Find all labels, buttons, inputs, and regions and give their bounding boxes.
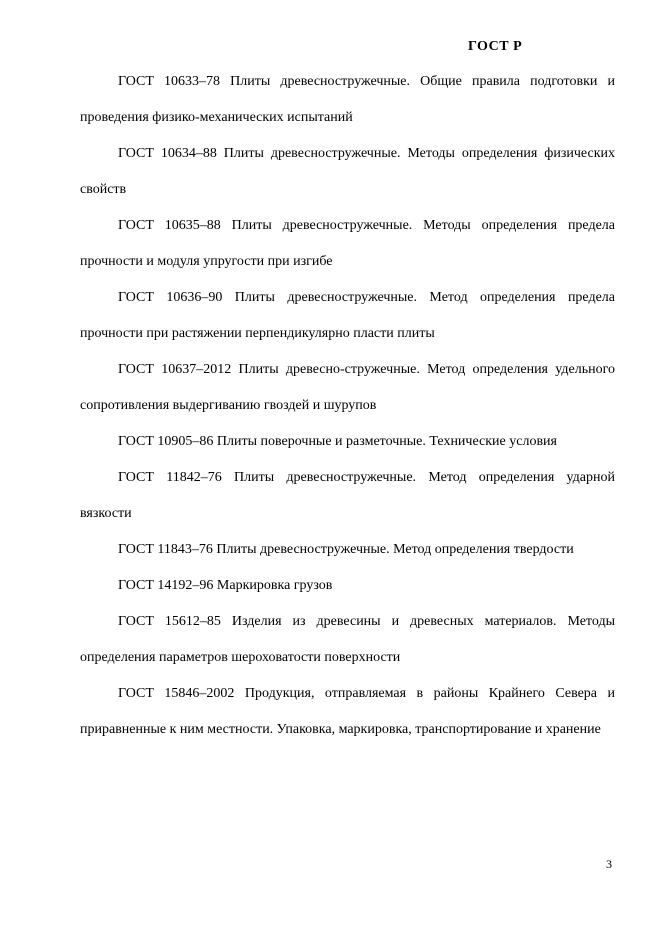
reference-item: ГОСТ 11843–76 Плиты древесностружечные. Метод определения твердости [118,542,574,557]
reference-item: ГОСТ 15612–85 Изделия из древесины и древесных материалов. Методы определения параметров шероховатости поверхности [80,614,615,665]
reference-item: ГОСТ 10633–78 Плиты древесностружечные. Общие правила подготовки и проведения физико-механических испытаний [80,74,615,125]
reference-item: ГОСТ 14192–96 Маркировка грузов [118,578,333,593]
reference-item: ГОСТ 10637–2012 Плиты древесно-стружечные. Метод определения удельного сопротивления выдергиванию гвоздей и шурупов [80,362,615,413]
reference-item: ГОСТ 10636–90 Плиты древесностружечные. Метод определения предела прочности при растяжении перпендикулярно пласти плиты [80,290,615,341]
page-header-title: ГОСТ Р [468,39,523,54]
reference-item: ГОСТ 10905–86 Плиты поверочные и разметочные. Технические условия [118,434,557,449]
reference-item: ГОСТ 11842–76 Плиты древесностружечные. Метод определения ударной вязкости [80,470,615,521]
references-list [80,64,615,748]
reference-item: ГОСТ 10634–88 Плиты древесностружечные. Методы определения физических свойств [80,146,615,197]
reference-item: ГОСТ 10635–88 Плиты древесностружечные. Методы определения предела прочности и модуля упругости при изгибе [80,218,615,269]
page-number: 3 [606,857,612,871]
reference-item: ГОСТ 15846–2002 Продукция, отправляемая в районы Крайнего Севера и приравненные к ним местности. Упаковка, маркировка, транспортирование и хранение [80,686,615,737]
